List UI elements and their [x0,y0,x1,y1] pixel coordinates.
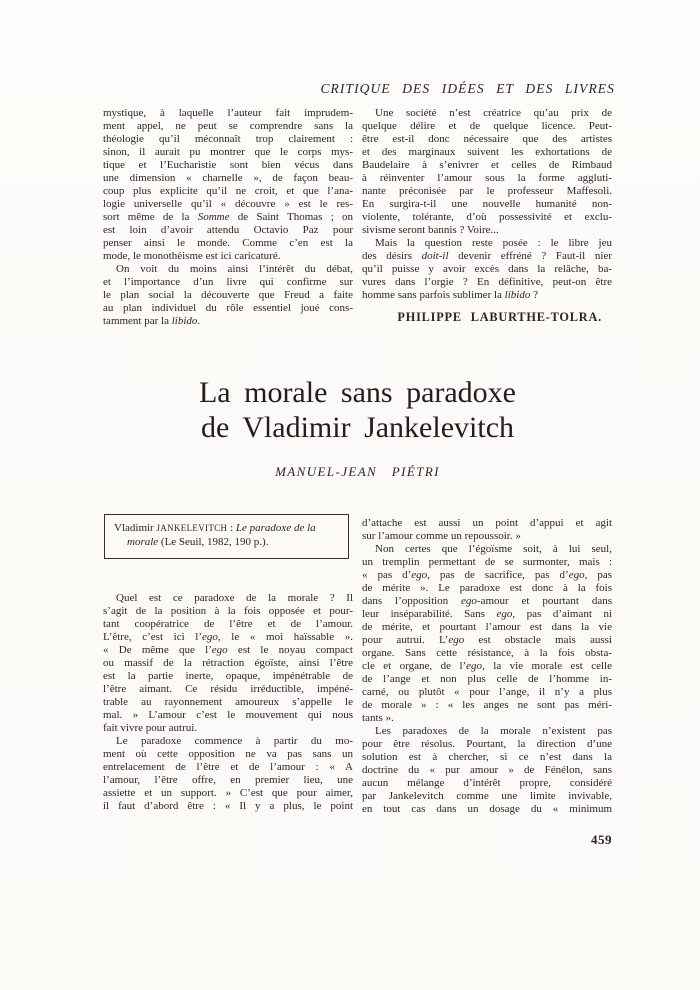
text-segment: L’être, c’est ici l’ [103,631,203,643]
text-line [362,133,612,146]
text-line [362,608,612,621]
text-line [362,725,612,738]
text-segment: Les paradoxes de la morale n’existent pas [375,725,612,737]
text-line [362,634,612,647]
title-line-1: La morale sans paradoxe [198,376,517,409]
text-segment: et des marginaux suivent les exhortations de [362,146,612,158]
text-line [362,647,612,660]
text-line [362,185,612,198]
text-segment: entrelacement de l’être et de l’amour : « A [103,761,353,773]
text-line [114,522,339,536]
text-line [103,250,353,263]
title-line-2: de Vladimir Jankelevitch [200,411,515,444]
text-segment: au plan individuel du rôle essentiel joué cons- [103,302,353,314]
text-line [114,536,339,550]
text-line [103,172,353,185]
text-segment: morale [127,535,159,548]
running-head: CRITIQUE DES IDÉES ET DES LIVRES [320,81,615,96]
text-segment: assiette et un support. » C’est que pour aimer, [103,787,353,799]
text-line [362,530,612,543]
text-segment: une dimension « charnelle », de façon beau- [103,172,353,184]
text-line [362,790,612,803]
text-segment: On voit du moins ainsi l’intérêt du débat, [116,263,353,275]
text-segment: un tremplin permettant de se surmonter, mais : [362,556,612,568]
text-segment: Quel est ce paradoxe de la morale ? Il [116,592,353,604]
text-segment: dans l’opposition [362,595,462,607]
text-segment: s’agit de la position à la fois opposée et pour- [103,605,353,617]
text-line [103,120,353,133]
text-segment: ego [202,631,218,643]
text-segment: En surgira-t-il une nouvelle humanité non- [362,198,612,210]
text-line [362,172,612,185]
text-segment: , pas d’aimant ni [512,608,612,620]
text-segment: . [197,315,201,327]
text-segment: ego [568,569,585,581]
text-segment: l’être aimant. Ce résidu irréductible, impéné- [103,683,353,695]
text-line [103,185,353,198]
text-segment: ou massif de la rétraction égoïste, ainsi l’être [103,657,353,669]
text-line [362,237,612,250]
text-line [362,751,612,764]
text-line [103,644,353,657]
text-segment: ego [461,595,477,607]
text-line [362,803,612,816]
text-segment: solution est à chercher, si ce n’est dans la [362,751,612,763]
prev-article-right-text [362,107,612,302]
article-left-column [103,592,353,813]
text-line [362,595,612,608]
text-line [362,146,612,159]
article-title [103,375,612,445]
text-segment: ? [530,289,538,301]
text-segment: doit-il [421,250,449,262]
text-line [362,556,612,569]
author-signature: PHILIPPE LABURTHE-TOLRA. [397,310,602,324]
text-segment: tique et l’Eucharistie sont bien vécus dans [103,159,353,171]
text-segment: (Le Seuil, 1982, 190 p.). [158,535,269,548]
text-segment: coup plus explicite qu’il ne croit, et que l’ana- [103,185,353,197]
text-line [362,107,612,120]
text-segment: de l’ange et non plus celle de l’homme in- [362,673,612,685]
text-segment: Baudelaire à s’enivrer et celles de Rimbaud [362,159,612,171]
text-segment: « pas d’ [362,569,412,581]
text-segment: cle et organe, de l’ [362,660,467,672]
text-line [103,670,353,683]
text-segment: qu’il puisse y avoir excès dans la relâche, ba- [362,263,612,275]
text-segment: ment où cette opposition ne va pas sans un [103,748,353,760]
text-line [103,146,353,159]
text-line [103,709,353,722]
text-segment: ment appel, ne peut se comprendre sans la [103,120,353,132]
text-segment: libido [504,289,531,301]
text-segment: , pas de sacrifice, pas d’ [427,569,569,581]
text-segment: théologie qu’il méconnaît trop clairement : [103,133,353,145]
text-segment: organe. Sans cette résistance, à la fois obsta- [362,647,612,659]
text-segment: ego [211,644,228,656]
text-segment: doctrine du « pur amour » de Fénélon, sans [362,764,612,776]
text-segment: est loin d’avoir attendu Octavio Paz pour [103,224,353,236]
text-line [103,722,353,735]
text-segment: des désirs [362,250,422,262]
text-segment: -amour et pourtant dans [476,595,612,607]
text-line [103,289,353,302]
text-segment: homme sans parfois sublimer la [362,289,505,301]
text-segment: : [227,522,236,534]
text-segment: libido [171,315,198,327]
text-segment: de mérite ». Le paradoxe est donc à la fois [362,582,612,594]
text-line [103,605,353,618]
text-line [362,738,612,751]
text-segment: est obstacle mais aussi [464,634,612,646]
text-segment: le plan social la découverte que Freud a faite [103,289,353,301]
text-line [103,683,353,696]
prev-article-right-column [362,107,612,324]
text-line [103,276,353,289]
text-segment: , le « moi haïssable ». [217,631,353,643]
text-line [362,660,612,673]
text-segment: tants ». [362,712,394,724]
text-segment: nante préconisée par le professeur Maffesoli. [362,185,612,197]
text-segment: ego [466,660,483,672]
text-segment: d’attache est aussi un point d’appui et agit [362,517,612,529]
text-segment: leur inséparabilité. Sans [362,608,497,620]
page-number: 459 [591,832,612,847]
text-segment: aucun mélange d’intérêt propre, considéré [362,777,612,789]
text-line [362,289,612,302]
text-line [103,800,353,813]
text-line [362,621,612,634]
text-line [103,748,353,761]
text-line [362,673,612,686]
text-line [362,120,612,133]
text-line [362,777,612,790]
text-segment: trable au rayonnement amoureux s’appelle le [103,696,353,708]
text-segment: Le paradoxe de la [235,522,316,534]
text-line [103,774,353,787]
text-segment: mystique, à laquelle l’auteur fait imprudem- [103,107,353,119]
prev-article-left-column [103,107,353,328]
text-line [103,761,353,774]
text-segment: , pas [584,569,613,581]
text-segment: vures dans l’orgie ? En définitive, peut-on être [362,276,612,288]
text-segment: Mais la question reste posée : le libre jeu [375,237,612,249]
text-segment: de Saint Thomas ; on [229,211,353,223]
text-line [362,211,612,224]
text-line [103,198,353,211]
text-segment: devenir effréné ? Faut-il nier [448,250,612,262]
text-segment: , la vie morale est celle [482,660,612,672]
text-segment: sur l’amour comme un repoussoir. » [362,530,521,542]
text-line [103,159,353,172]
text-line [362,276,612,289]
text-segment: mode, le monothéisme est ici caricaturé. [103,250,281,262]
text-line [103,315,353,328]
text-segment: par Jankelevitch comme une limite invivable, [362,790,612,802]
text-segment: à réinventer l’amour sous la forme aggluti- [362,172,612,184]
text-line [362,263,612,276]
text-line [103,592,353,605]
text-segment: et l’importance d’un livre qui confirme sur [103,276,353,288]
text-segment: sivisme seront bannis ? Voire... [362,224,499,236]
text-line [362,543,612,556]
text-line [362,159,612,172]
text-segment: « De même que l’ [103,644,212,656]
text-line [362,250,612,263]
text-segment: Une société n’est créatrice qu’au prix de [375,107,612,119]
text-line [362,699,612,712]
text-segment: Vladimir [114,522,157,534]
text-line [362,569,612,582]
text-line [362,582,612,595]
text-line [103,787,353,800]
text-segment: ego [448,634,465,646]
text-line [362,712,612,725]
text-segment: de mérite, et pourtant l’amour est dans la vie [362,621,612,633]
text-segment: de morale » : « les anges ne sont pas méri- [362,699,612,711]
text-segment: Le paradoxe commence à partir du mo- [116,735,353,747]
text-segment: pour être résolus. Pourtant, la direction d’une [362,738,612,750]
text-segment: quelque délire et de quelque licence. Peut- [362,120,612,132]
text-segment: carné, ou plutôt « pour l’ange, il n’y a plus [362,686,612,698]
text-line [103,696,353,709]
text-line [103,618,353,631]
text-line [362,517,612,530]
text-segment: il faut d’abord être : « Il y a plus, le point [103,800,353,812]
text-segment: fait vivre pour autrui. [103,722,198,734]
text-segment: sinon, il aurait pu montrer que le corps mys- [103,146,353,158]
text-segment: mal. » L’amour c’est le mouvement qui nous [103,709,353,721]
text-line [103,107,353,120]
text-segment: sort même de la [103,211,198,223]
text-segment: tamment par la [103,315,172,327]
text-segment: violente, tolérante, d’où possessivité et exclu- [362,211,612,223]
text-line [103,735,353,748]
text-segment: ego [496,608,513,620]
text-segment: être est-il donc nécessaire que des artistes [362,133,612,145]
text-segment: logie universelle qu’il « découvre » est le res- [103,198,353,210]
text-segment: penser ainsi le monde. Comme c’en est la [103,237,353,249]
text-segment: Somme [197,211,230,223]
text-line [103,302,353,315]
text-segment: en tout cas dans un dosage du « minimum [362,803,612,815]
text-segment: est la partie inerte, opaque, impénétrable de [103,670,353,682]
text-line [362,764,612,777]
text-line [103,631,353,644]
text-segment: l’amour, l’être offre, en premier lieu, une [103,774,353,786]
text-line [103,133,353,146]
text-segment: Non certes que l’égoïsme soit, à lui seul, [375,543,612,555]
text-segment: pour autrui. L’ [362,634,449,646]
text-segment: ego [411,569,428,581]
article-right-column [362,517,612,816]
text-line [362,686,612,699]
text-line [103,237,353,250]
text-segment: tant coopératrice de l’être et de l’amour. [103,618,353,630]
text-line [103,657,353,670]
text-line [103,224,353,237]
book-reference-box [104,514,349,559]
text-line [103,263,353,276]
text-segment: est le noyau compact [227,644,353,656]
text-segment: JANKELEVITCH [156,523,228,533]
text-line [362,198,612,211]
text-line [362,224,612,237]
text-line [103,211,353,224]
article-author: MANUEL-JEAN PIÉTRI [275,464,440,479]
